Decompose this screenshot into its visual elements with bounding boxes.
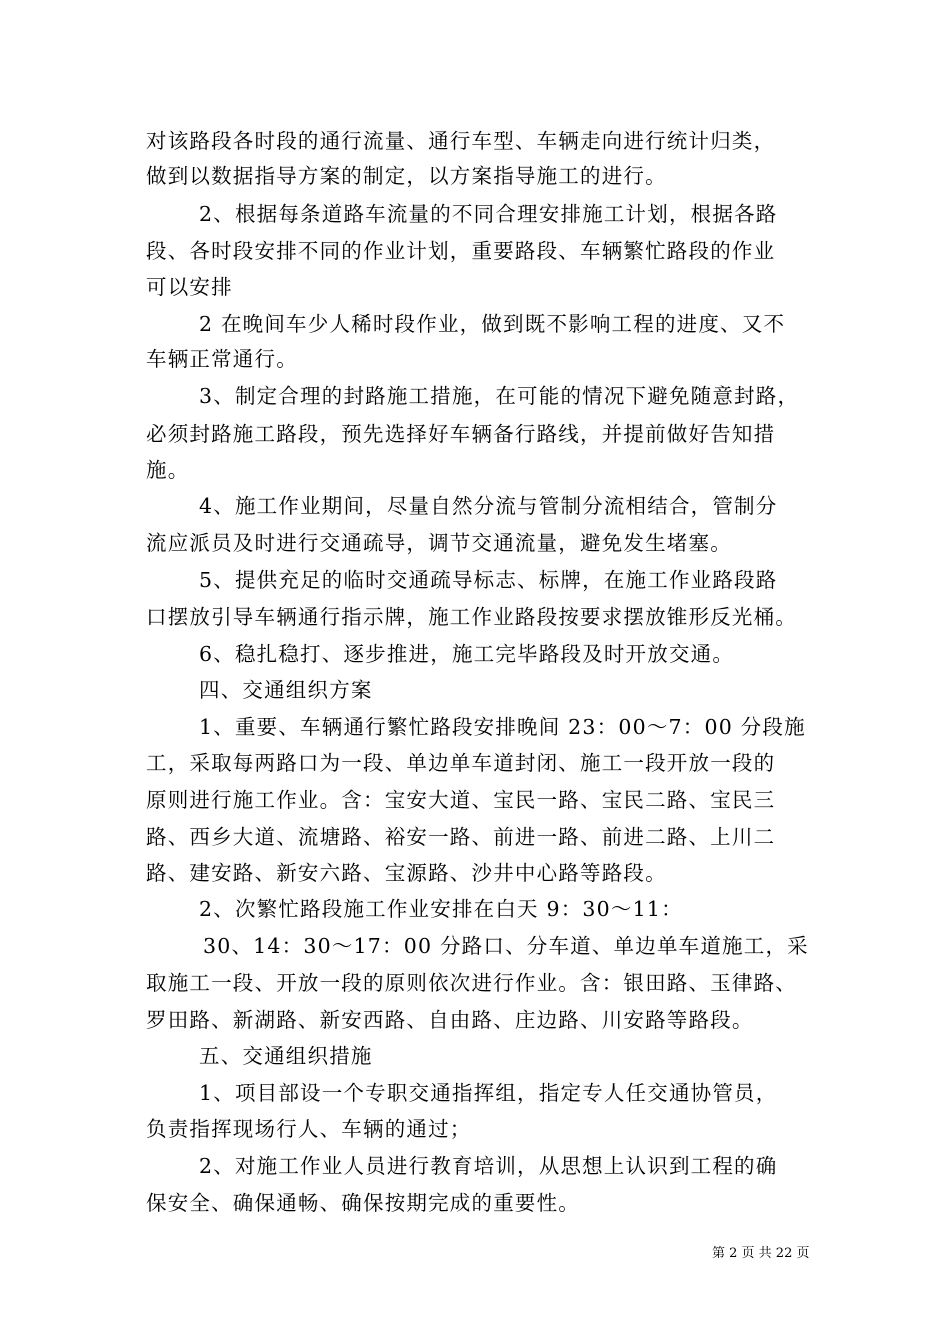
text-line: 对该路段各时段的通行流量、通行车型、车辆走向进行统计归类， [146,129,776,153]
text-line: 工，采取每两路口为一段、单边单车道封闭、施工一段开放一段的 [146,751,776,775]
text-line: 路、西乡大道、流塘路、裕安一路、前进一路、前进二路、上川二 [146,825,776,849]
text-line: 路、建安路、新安六路、宝源路、沙井中心路等路段。 [146,861,667,885]
text-line: 保安全、确保通畅、确保按期完成的重要性。 [146,1191,580,1215]
text-line: 5、提供充足的临时交通疏导标志、标牌，在施工作业路段路 [199,568,778,592]
text-line: 取施工一段、开放一段的原则依次进行作业。含：银田路、玉律路、 [146,971,797,995]
text-line: 2 在晚间车少人稀时段作业，做到既不影响工程的进度、又不 [199,312,786,336]
text-line: 车辆正常通行。 [146,347,298,371]
section-heading: 四、交通组织方案 [199,678,373,702]
text-line: 可以安排 [146,275,233,299]
text-line: 2、次繁忙路段施工作业安排在白天 9：30～11： [199,897,683,921]
text-line: 口摆放引导车辆通行指示牌，施工作业路段按要求摆放锥形反光桶。 [146,605,797,629]
text-line: 必须封路施工路段，预先选择好车辆备行路线，并提前做好告知措 [146,422,776,446]
text-line: 2、对施工作业人员进行教育培训，从思想上认识到工程的确 [199,1154,778,1178]
text-line: 负责指挥现场行人、车辆的通过； [146,1117,472,1141]
section-heading: 五、交通组织措施 [199,1044,373,1068]
text-line: 1、项目部设一个专职交通指挥组，指定专人任交通协管员， [199,1081,778,1105]
page-number-footer: 第 2 页 共 22 页 [712,1246,810,1261]
text-line: 3、制定合理的封路施工措施，在可能的情况下避免随意封路， [199,384,800,408]
text-line: 2、根据每条道路车流量的不同合理安排施工计划，根据各路 [199,202,778,226]
text-line: 做到以数据指导方案的制定，以方案指导施工的进行。 [146,164,667,188]
text-line: 6、稳扎稳打、逐步推进，施工完毕路段及时开放交通。 [199,642,735,666]
text-line: 流应派员及时进行交通疏导，调节交通流量，避免发生堵塞。 [146,531,732,555]
text-line: 罗田路、新湖路、新安西路、自由路、庄边路、川安路等路段。 [146,1008,754,1032]
text-line: 30、14：30～17：00 分路口、分车道、单边单车道施工，采 [203,934,809,958]
text-line: 原则进行施工作业。含：宝安大道、宝民一路、宝民二路、宝民三 [146,788,776,812]
text-line: 段、各时段安排不同的作业计划，重要路段、车辆繁忙路段的作业 [146,239,776,263]
text-line: 施。 [146,458,190,482]
text-line: 4、施工作业期间，尽量自然分流与管制分流相结合，管制分 [199,494,778,518]
text-line: 1、重要、车辆通行繁忙路段安排晚间 23：00～7：00 分段施 [199,715,806,739]
